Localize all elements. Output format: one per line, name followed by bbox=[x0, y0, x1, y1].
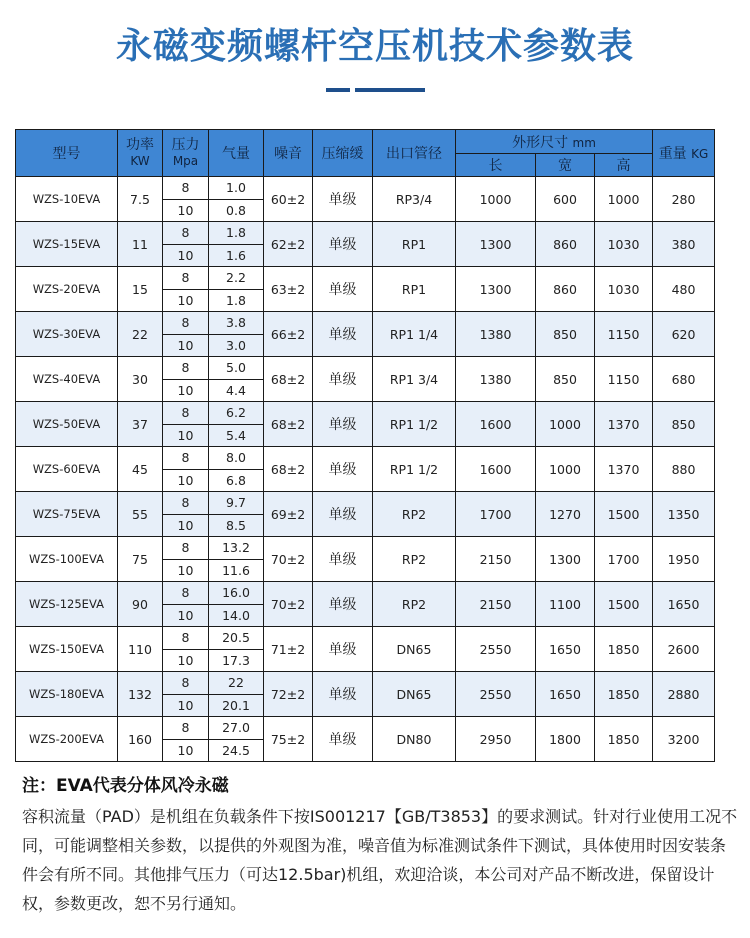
cell-pressure: 10 bbox=[163, 739, 209, 762]
cell-air-volume: 5.4 bbox=[209, 424, 264, 447]
cell-model: WZS-150EVA bbox=[16, 627, 118, 672]
cell-weight: 850 bbox=[653, 402, 715, 447]
cell-weight: 2880 bbox=[653, 672, 715, 717]
cell-air-volume: 13.2 bbox=[209, 537, 264, 560]
cell-weight: 880 bbox=[653, 447, 715, 492]
cell-stage: 单级 bbox=[313, 582, 373, 627]
header-dimensions: 外形尺寸 mm bbox=[456, 130, 653, 154]
cell-length: 1380 bbox=[456, 357, 536, 402]
cell-noise: 63±2 bbox=[264, 267, 313, 312]
cell-width: 1800 bbox=[536, 717, 595, 762]
cell-air-volume: 6.8 bbox=[209, 469, 264, 492]
page-title: 永磁变频螺杆空压机技术参数表 bbox=[115, 26, 634, 67]
cell-width: 1000 bbox=[536, 447, 595, 492]
cell-pressure: 10 bbox=[163, 379, 209, 402]
cell-outlet: RP1 1/2 bbox=[373, 447, 456, 492]
note-title: 注：EVA代表分体风冷永磁 bbox=[22, 776, 229, 796]
cell-width: 600 bbox=[536, 177, 595, 222]
cell-width: 1650 bbox=[536, 672, 595, 717]
cell-air-volume: 2.2 bbox=[209, 267, 264, 290]
cell-outlet: DN65 bbox=[373, 627, 456, 672]
cell-power: 160 bbox=[118, 717, 163, 762]
cell-model: WZS-50EVA bbox=[16, 402, 118, 447]
cell-noise: 68±2 bbox=[264, 447, 313, 492]
cell-length: 1300 bbox=[456, 222, 536, 267]
cell-height: 1370 bbox=[595, 447, 653, 492]
cell-weight: 680 bbox=[653, 357, 715, 402]
cell-air-volume: 17.3 bbox=[209, 649, 264, 672]
cell-width: 1300 bbox=[536, 537, 595, 582]
cell-noise: 62±2 bbox=[264, 222, 313, 267]
cell-length: 1600 bbox=[456, 447, 536, 492]
header-height: 高 bbox=[595, 154, 653, 177]
cell-weight: 1650 bbox=[653, 582, 715, 627]
cell-noise: 70±2 bbox=[264, 537, 313, 582]
cell-air-volume: 16.0 bbox=[209, 582, 264, 605]
cell-weight: 3200 bbox=[653, 717, 715, 762]
note-section bbox=[22, 774, 738, 918]
cell-weight: 620 bbox=[653, 312, 715, 357]
cell-air-volume: 14.0 bbox=[209, 604, 264, 627]
cell-height: 1000 bbox=[595, 177, 653, 222]
cell-length: 1380 bbox=[456, 312, 536, 357]
table-row bbox=[16, 402, 750, 425]
cell-stage: 单级 bbox=[313, 627, 373, 672]
cell-outlet: RP1 bbox=[373, 267, 456, 312]
cell-height: 1500 bbox=[595, 492, 653, 537]
header-weight: 重量 KG bbox=[653, 130, 715, 177]
table-row bbox=[16, 492, 750, 515]
cell-outlet: RP2 bbox=[373, 582, 456, 627]
cell-outlet: RP1 1/2 bbox=[373, 402, 456, 447]
cell-pressure: 10 bbox=[163, 289, 209, 312]
cell-power: 37 bbox=[118, 402, 163, 447]
cell-air-volume: 1.6 bbox=[209, 244, 264, 267]
cell-stage: 单级 bbox=[313, 222, 373, 267]
header-width: 宽 bbox=[536, 154, 595, 177]
header-outlet: 出口管径 bbox=[373, 130, 456, 177]
cell-pressure: 10 bbox=[163, 199, 209, 222]
cell-stage: 单级 bbox=[313, 357, 373, 402]
cell-pressure: 10 bbox=[163, 559, 209, 582]
cell-air-volume: 3.0 bbox=[209, 334, 264, 357]
cell-air-volume: 9.7 bbox=[209, 492, 264, 515]
table-row bbox=[16, 267, 750, 290]
cell-height: 1030 bbox=[595, 267, 653, 312]
cell-height: 1850 bbox=[595, 627, 653, 672]
cell-pressure: 10 bbox=[163, 334, 209, 357]
cell-power: 15 bbox=[118, 267, 163, 312]
cell-pressure: 8 bbox=[163, 312, 209, 335]
header-length: 长 bbox=[456, 154, 536, 177]
cell-height: 1700 bbox=[595, 537, 653, 582]
cell-length: 1000 bbox=[456, 177, 536, 222]
table-row bbox=[16, 222, 750, 245]
cell-noise: 68±2 bbox=[264, 357, 313, 402]
table-row bbox=[16, 537, 750, 560]
cell-pressure: 8 bbox=[163, 537, 209, 560]
cell-length: 2150 bbox=[456, 537, 536, 582]
cell-weight: 480 bbox=[653, 267, 715, 312]
cell-air-volume: 24.5 bbox=[209, 739, 264, 762]
cell-length: 1300 bbox=[456, 267, 536, 312]
cell-stage: 单级 bbox=[313, 312, 373, 357]
cell-model: WZS-60EVA bbox=[16, 447, 118, 492]
cell-model: WZS-20EVA bbox=[16, 267, 118, 312]
cell-pressure: 10 bbox=[163, 649, 209, 672]
cell-weight: 1350 bbox=[653, 492, 715, 537]
cell-weight: 280 bbox=[653, 177, 715, 222]
cell-model: WZS-200EVA bbox=[16, 717, 118, 762]
cell-pressure: 8 bbox=[163, 717, 209, 740]
cell-height: 1850 bbox=[595, 672, 653, 717]
cell-stage: 单级 bbox=[313, 402, 373, 447]
header-power: 功率 KW bbox=[118, 130, 163, 177]
cell-air-volume: 1.8 bbox=[209, 289, 264, 312]
cell-outlet: RP2 bbox=[373, 492, 456, 537]
cell-pressure: 10 bbox=[163, 424, 209, 447]
cell-pressure: 8 bbox=[163, 627, 209, 650]
cell-length: 2550 bbox=[456, 627, 536, 672]
cell-pressure: 8 bbox=[163, 357, 209, 380]
cell-length: 2150 bbox=[456, 582, 536, 627]
cell-noise: 71±2 bbox=[264, 627, 313, 672]
cell-width: 850 bbox=[536, 312, 595, 357]
cell-pressure: 8 bbox=[163, 672, 209, 695]
cell-height: 1850 bbox=[595, 717, 653, 762]
cell-air-volume: 3.8 bbox=[209, 312, 264, 335]
cell-model: WZS-75EVA bbox=[16, 492, 118, 537]
cell-air-volume: 11.6 bbox=[209, 559, 264, 582]
cell-outlet: RP1 1/4 bbox=[373, 312, 456, 357]
cell-outlet: DN80 bbox=[373, 717, 456, 762]
cell-height: 1500 bbox=[595, 582, 653, 627]
cell-weight: 380 bbox=[653, 222, 715, 267]
cell-noise: 69±2 bbox=[264, 492, 313, 537]
cell-height: 1150 bbox=[595, 357, 653, 402]
cell-model: WZS-125EVA bbox=[16, 582, 118, 627]
cell-outlet: RP2 bbox=[373, 537, 456, 582]
cell-stage: 单级 bbox=[313, 492, 373, 537]
cell-pressure: 10 bbox=[163, 694, 209, 717]
table-row bbox=[16, 447, 750, 470]
cell-power: 132 bbox=[118, 672, 163, 717]
cell-stage: 单级 bbox=[313, 267, 373, 312]
cell-model: WZS-100EVA bbox=[16, 537, 118, 582]
note-body: 容积流量（PAD）是机组在负载条件下按IS001217【GB/T3853】的要求测试。针对行业使用工况不同，可能调整相关参数，以提供的外观图为准，噪音值为标准测试条件下测试，具体使用时因安装条件会有所不同。其他排气压力（可达12.5bar)机组，欢迎洽谈，本公司对产品不断改进，保留设计权，参数更改，恕不另行通知。 bbox=[22, 807, 738, 913]
header-air-volume: 气量 bbox=[209, 130, 264, 177]
cell-outlet: DN65 bbox=[373, 672, 456, 717]
header-stage: 压缩缓 bbox=[313, 130, 373, 177]
cell-noise: 66±2 bbox=[264, 312, 313, 357]
header-pressure: 压力 Mpa bbox=[163, 130, 209, 177]
cell-weight: 1950 bbox=[653, 537, 715, 582]
cell-outlet: RP1 bbox=[373, 222, 456, 267]
cell-model: WZS-15EVA bbox=[16, 222, 118, 267]
cell-length: 1600 bbox=[456, 402, 536, 447]
cell-outlet: RP3/4 bbox=[373, 177, 456, 222]
table-row bbox=[16, 627, 750, 650]
cell-model: WZS-40EVA bbox=[16, 357, 118, 402]
cell-model: WZS-30EVA bbox=[16, 312, 118, 357]
cell-length: 2950 bbox=[456, 717, 536, 762]
cell-outlet: RP1 3/4 bbox=[373, 357, 456, 402]
cell-power: 75 bbox=[118, 537, 163, 582]
cell-length: 2550 bbox=[456, 672, 536, 717]
cell-pressure: 10 bbox=[163, 514, 209, 537]
cell-power: 11 bbox=[118, 222, 163, 267]
cell-air-volume: 8.5 bbox=[209, 514, 264, 537]
cell-noise: 70±2 bbox=[264, 582, 313, 627]
cell-air-volume: 4.4 bbox=[209, 379, 264, 402]
cell-power: 45 bbox=[118, 447, 163, 492]
cell-width: 1100 bbox=[536, 582, 595, 627]
cell-height: 1150 bbox=[595, 312, 653, 357]
cell-stage: 单级 bbox=[313, 177, 373, 222]
title-underline-short bbox=[326, 88, 350, 92]
cell-model: WZS-180EVA bbox=[16, 672, 118, 717]
cell-pressure: 10 bbox=[163, 244, 209, 267]
cell-pressure: 8 bbox=[163, 582, 209, 605]
cell-pressure: 10 bbox=[163, 604, 209, 627]
header-noise: 噪音 bbox=[264, 130, 313, 177]
cell-stage: 单级 bbox=[313, 717, 373, 762]
cell-air-volume: 20.5 bbox=[209, 627, 264, 650]
cell-air-volume: 1.0 bbox=[209, 177, 264, 200]
cell-power: 110 bbox=[118, 627, 163, 672]
header-model: 型号 bbox=[16, 130, 118, 177]
table-row bbox=[16, 582, 750, 605]
cell-air-volume: 8.0 bbox=[209, 447, 264, 470]
cell-pressure: 8 bbox=[163, 447, 209, 470]
cell-width: 860 bbox=[536, 222, 595, 267]
cell-width: 1000 bbox=[536, 402, 595, 447]
cell-height: 1030 bbox=[595, 222, 653, 267]
cell-pressure: 10 bbox=[163, 469, 209, 492]
cell-power: 30 bbox=[118, 357, 163, 402]
cell-air-volume: 0.8 bbox=[209, 199, 264, 222]
cell-air-volume: 6.2 bbox=[209, 402, 264, 425]
cell-air-volume: 1.8 bbox=[209, 222, 264, 245]
cell-air-volume: 27.0 bbox=[209, 717, 264, 740]
cell-width: 860 bbox=[536, 267, 595, 312]
cell-width: 1650 bbox=[536, 627, 595, 672]
cell-pressure: 8 bbox=[163, 222, 209, 245]
cell-pressure: 8 bbox=[163, 402, 209, 425]
cell-stage: 单级 bbox=[313, 447, 373, 492]
title-underline-long bbox=[355, 88, 425, 92]
cell-air-volume: 5.0 bbox=[209, 357, 264, 380]
cell-stage: 单级 bbox=[313, 537, 373, 582]
cell-weight: 2600 bbox=[653, 627, 715, 672]
cell-noise: 68±2 bbox=[264, 402, 313, 447]
table-row bbox=[16, 312, 750, 335]
cell-noise: 75±2 bbox=[264, 717, 313, 762]
cell-air-volume: 22 bbox=[209, 672, 264, 695]
cell-noise: 60±2 bbox=[264, 177, 313, 222]
cell-length: 1700 bbox=[456, 492, 536, 537]
cell-model: WZS-10EVA bbox=[16, 177, 118, 222]
cell-power: 55 bbox=[118, 492, 163, 537]
cell-pressure: 8 bbox=[163, 492, 209, 515]
cell-pressure: 8 bbox=[163, 177, 209, 200]
cell-height: 1370 bbox=[595, 402, 653, 447]
table-body bbox=[16, 177, 750, 762]
cell-width: 850 bbox=[536, 357, 595, 402]
cell-power: 22 bbox=[118, 312, 163, 357]
cell-power: 7.5 bbox=[118, 177, 163, 222]
cell-air-volume: 20.1 bbox=[209, 694, 264, 717]
cell-width: 1270 bbox=[536, 492, 595, 537]
table-row bbox=[16, 357, 750, 380]
cell-noise: 72±2 bbox=[264, 672, 313, 717]
table-row bbox=[16, 717, 750, 740]
cell-stage: 单级 bbox=[313, 672, 373, 717]
table-row bbox=[16, 672, 750, 695]
cell-pressure: 8 bbox=[163, 267, 209, 290]
table-row bbox=[16, 177, 750, 200]
cell-power: 90 bbox=[118, 582, 163, 627]
table-header bbox=[16, 130, 750, 177]
spec-table bbox=[15, 129, 750, 762]
